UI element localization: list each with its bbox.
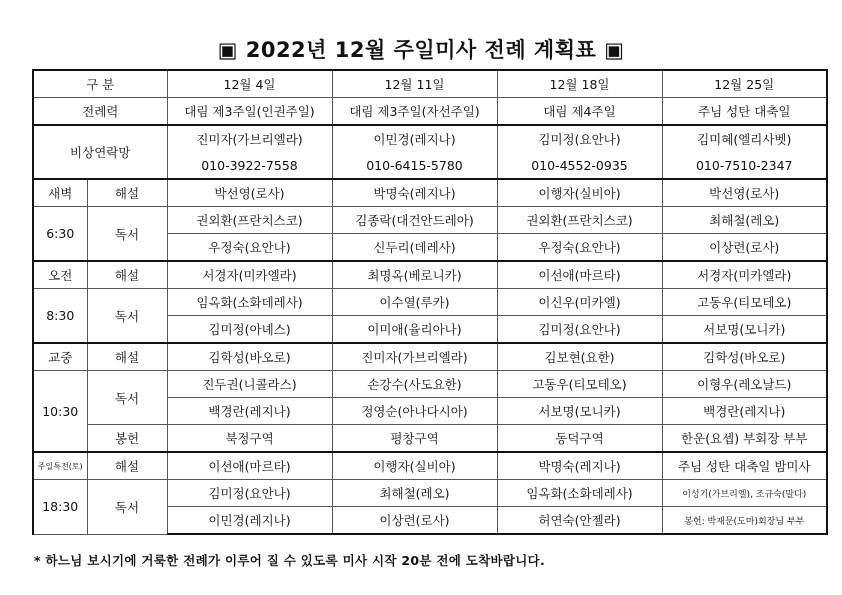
assignee: 박명숙(레지나) [497,452,662,480]
liturgy-label: 전례력 [33,98,167,126]
contact-label: 비상연락망 [33,125,167,179]
assignee: 우정숙(요안나) [497,234,662,262]
role-label: 독서 [87,371,167,425]
date-cell: 12월 18일 [497,70,662,98]
commentary-row [33,179,827,207]
role-label: 해설 [87,179,167,207]
footnote: * 하느님 보시기에 거룩한 전례가 이루어 질 수 있도록 미사 시작 20분 전에 도착바랍니다. [34,553,546,568]
assignee: 이민경(레지나) [167,507,332,535]
contact-phone: 010-7510-2347 [662,152,827,179]
reader-row [33,207,827,234]
mass-time: 10:30 [33,371,87,453]
reader-row [33,371,827,398]
assignee: 김미정(요안나) [497,316,662,344]
commentary-row [33,261,827,289]
assignee: 진미자(가브리엘라) [332,343,497,371]
reader-row [33,480,827,507]
assignee: 주님 성탄 대축일 밤미사 [662,452,827,480]
role-label: 해설 [87,452,167,480]
assignee: 정영순(아나다시아) [332,398,497,425]
assignee: 백경란(레지나) [662,398,827,425]
assignee: 이행자(실비아) [332,452,497,480]
mass-name: 교중 [33,343,87,371]
mass-time: 8:30 [33,289,87,344]
contact-phone: 010-3922-7558 [167,152,332,179]
assignee: 허연숙(안젤라) [497,507,662,535]
assignee: 김학성(바오로) [662,343,827,371]
mass-time: 18:30 [33,480,87,535]
assignee: 서보명(모니카) [497,398,662,425]
assignee: 우정숙(요안나) [167,234,332,262]
assignee: 백경란(레지나) [167,398,332,425]
assignee: 권외환(프란치스코) [167,207,332,234]
assignee: 이행자(실비아) [497,179,662,207]
assignee: 권외환(프란치스코) [497,207,662,234]
role-label: 봉헌 [87,425,167,453]
date-cell: 12월 11일 [332,70,497,98]
assignee: 김미정(아녜스) [167,316,332,344]
assignee: 이선애(마르타) [167,452,332,480]
role-label: 해설 [87,343,167,371]
date-cell: 12월 4일 [167,70,332,98]
role-label: 독서 [87,480,167,535]
reader-row [33,289,827,316]
commentary-row [33,343,827,371]
assignee: 이상련(로사) [332,507,497,535]
role-label: 독서 [87,207,167,262]
assignee: 평창구역 [332,425,497,453]
mass-name: 주일특전(토) [33,452,87,480]
assignee: 한운(요셉) 부회장 부부 [662,425,827,453]
date-cell: 12월 25일 [662,70,827,98]
liturgy-cell: 대림 제4주일 [497,98,662,126]
assignee: 고동우(티모테오) [497,371,662,398]
schedule-table [32,69,828,535]
date-row [33,70,827,98]
assignee: 서경자(미카엘라) [167,261,332,289]
assignee: 봉헌: 박재문(도마)회장님 부부 [662,507,827,535]
contact-name: 진미자(가브리엘라) [167,125,332,152]
page-title: ▣ 2022년 12월 주일미사 전례 계획표 ▣ [217,38,625,62]
assignee: 손강수(사도요한) [332,371,497,398]
assignee: 이선애(마르타) [497,261,662,289]
assignee: 서보명(모니카) [662,316,827,344]
assignee: 이상련(로사) [662,234,827,262]
assignee: 최해철(레오) [662,207,827,234]
assignee: 북정구역 [167,425,332,453]
assignee: 서경자(미카엘라) [662,261,827,289]
assignee: 신두리(데레사) [332,234,497,262]
assignee: 박선영(로사) [167,179,332,207]
liturgy-cell: 주님 성탄 대축일 [662,98,827,126]
assignee: 김학성(바오로) [167,343,332,371]
liturgy-cell: 대림 제3주일(자선주일) [332,98,497,126]
commentary-row [33,452,827,480]
mass-time: 6:30 [33,207,87,262]
contact-name-row [33,125,827,152]
assignee: 임옥화(소화데레사) [167,289,332,316]
liturgy-row [33,98,827,126]
assignee: 이형우(레오날드) [662,371,827,398]
assignee: 최명옥(베로니카) [332,261,497,289]
division-label: 구 분 [33,70,167,98]
liturgy-cell: 대림 제3주일(인권주일) [167,98,332,126]
assignee: 이신우(미카엘) [497,289,662,316]
assignee: 고동우(티모테오) [662,289,827,316]
assignee: 이수열(루카) [332,289,497,316]
assignee: 김보현(요한) [497,343,662,371]
contact-phone: 010-4552-0935 [497,152,662,179]
role-label: 독서 [87,289,167,344]
assignee: 박선영(로사) [662,179,827,207]
assignee: 동덕구역 [497,425,662,453]
assignee: 김종락(대건안드레아) [332,207,497,234]
contact-phone: 010-6415-5780 [332,152,497,179]
assignee: 박명숙(레지나) [332,179,497,207]
assignee: 임옥화(소화데레사) [497,480,662,507]
offering-row [33,425,827,453]
contact-name: 이민경(레지나) [332,125,497,152]
assignee: 진두권(니콜라스) [167,371,332,398]
assignee: 이미애(율리아나) [332,316,497,344]
mass-name: 오전 [33,261,87,289]
mass-name: 새벽 [33,179,87,207]
contact-name: 김미혜(엘리사벳) [662,125,827,152]
assignee: 이성기(가브리엘), 조규숙(말다) [662,480,827,507]
assignee: 김미정(요안나) [167,480,332,507]
assignee: 최해철(레오) [332,480,497,507]
role-label: 해설 [87,261,167,289]
contact-name: 김미정(요안나) [497,125,662,152]
